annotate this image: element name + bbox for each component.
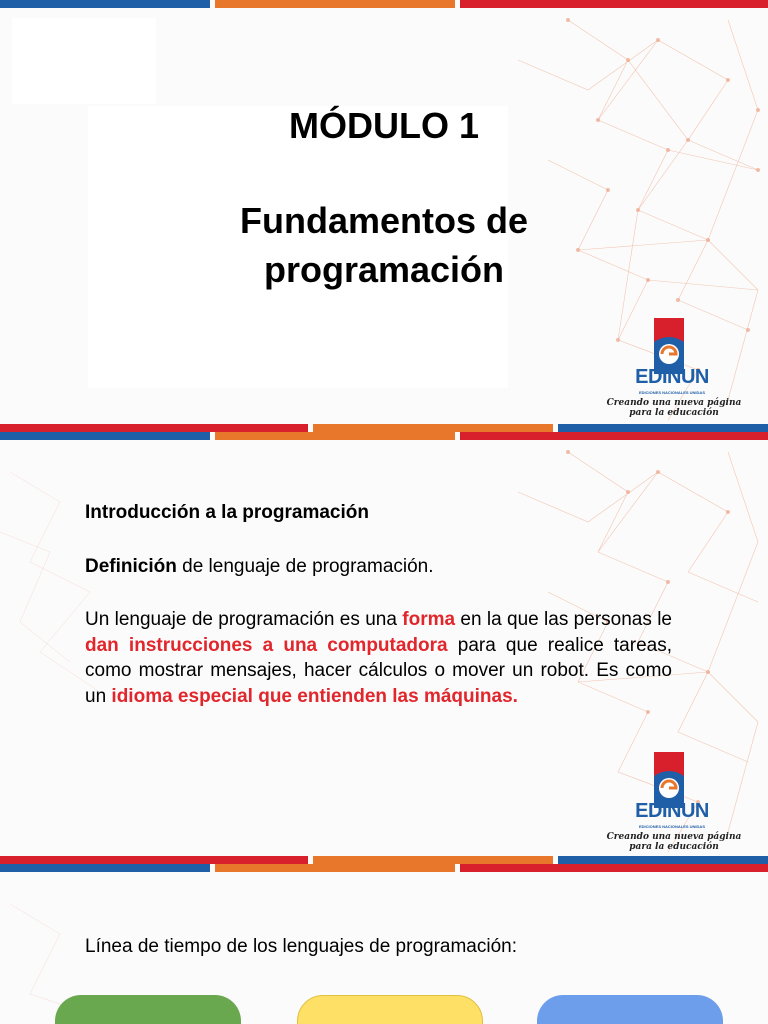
definition-line: [85, 554, 672, 580]
logo-brand: EDINUN: [635, 366, 709, 388]
blank-area: [12, 18, 156, 104]
title-line-2: programación: [263, 249, 505, 290]
paragraph-text: en la que las personas le: [455, 609, 672, 630]
timeline-card-yellow: [297, 995, 483, 1024]
slide-introduction: [0, 432, 768, 864]
edinun-logo: [594, 318, 754, 418]
logo-subtitle: EDICIONES NACIONALES UNIDAS: [638, 824, 705, 829]
edinun-logo: [594, 752, 754, 852]
logo-subtitle: EDICIONES NACIONALES UNIDAS: [638, 390, 705, 395]
top-color-bar: [0, 432, 768, 440]
top-color-bar: [0, 864, 768, 872]
bottom-color-bar: [0, 856, 768, 864]
title-line-1: Fundamentos de: [239, 200, 529, 241]
definition-paragraph: [85, 607, 672, 709]
paragraph-text: Un lenguaje de programación es una: [85, 609, 403, 630]
highlight-forma: forma: [402, 609, 456, 630]
timeline-card-blue: [537, 995, 723, 1024]
highlight-language: idioma especial que entienden las máquinas.: [111, 685, 518, 707]
timeline-card-green: [55, 995, 241, 1024]
module-label: MÓDULO 1: [288, 105, 479, 146]
definition-bold: Definición: [85, 556, 177, 577]
bottom-color-bar: [0, 424, 768, 432]
slide-timeline: [0, 864, 768, 1024]
highlight-instructions: dan instrucciones a una computadora: [85, 634, 448, 656]
timeline-heading: Línea de tiempo de los lenguajes de programación:: [85, 936, 518, 957]
top-color-bar: [0, 0, 768, 8]
paragraph-text: para que realice tareas, como mostrar mensajes, hacer cálculos o mover un robot. Es como un: [85, 634, 672, 707]
logo-slogan: Creando una nueva página para la educación: [606, 832, 742, 852]
logo-slogan: Creando una nueva página para la educación: [606, 398, 742, 418]
blank-area: [88, 106, 508, 388]
section-heading: Introducción a la programación: [85, 502, 369, 523]
slide-title: [0, 0, 768, 432]
definition-rest: de lenguaje de programación.: [176, 556, 434, 577]
logo-brand: EDINUN: [635, 800, 709, 822]
